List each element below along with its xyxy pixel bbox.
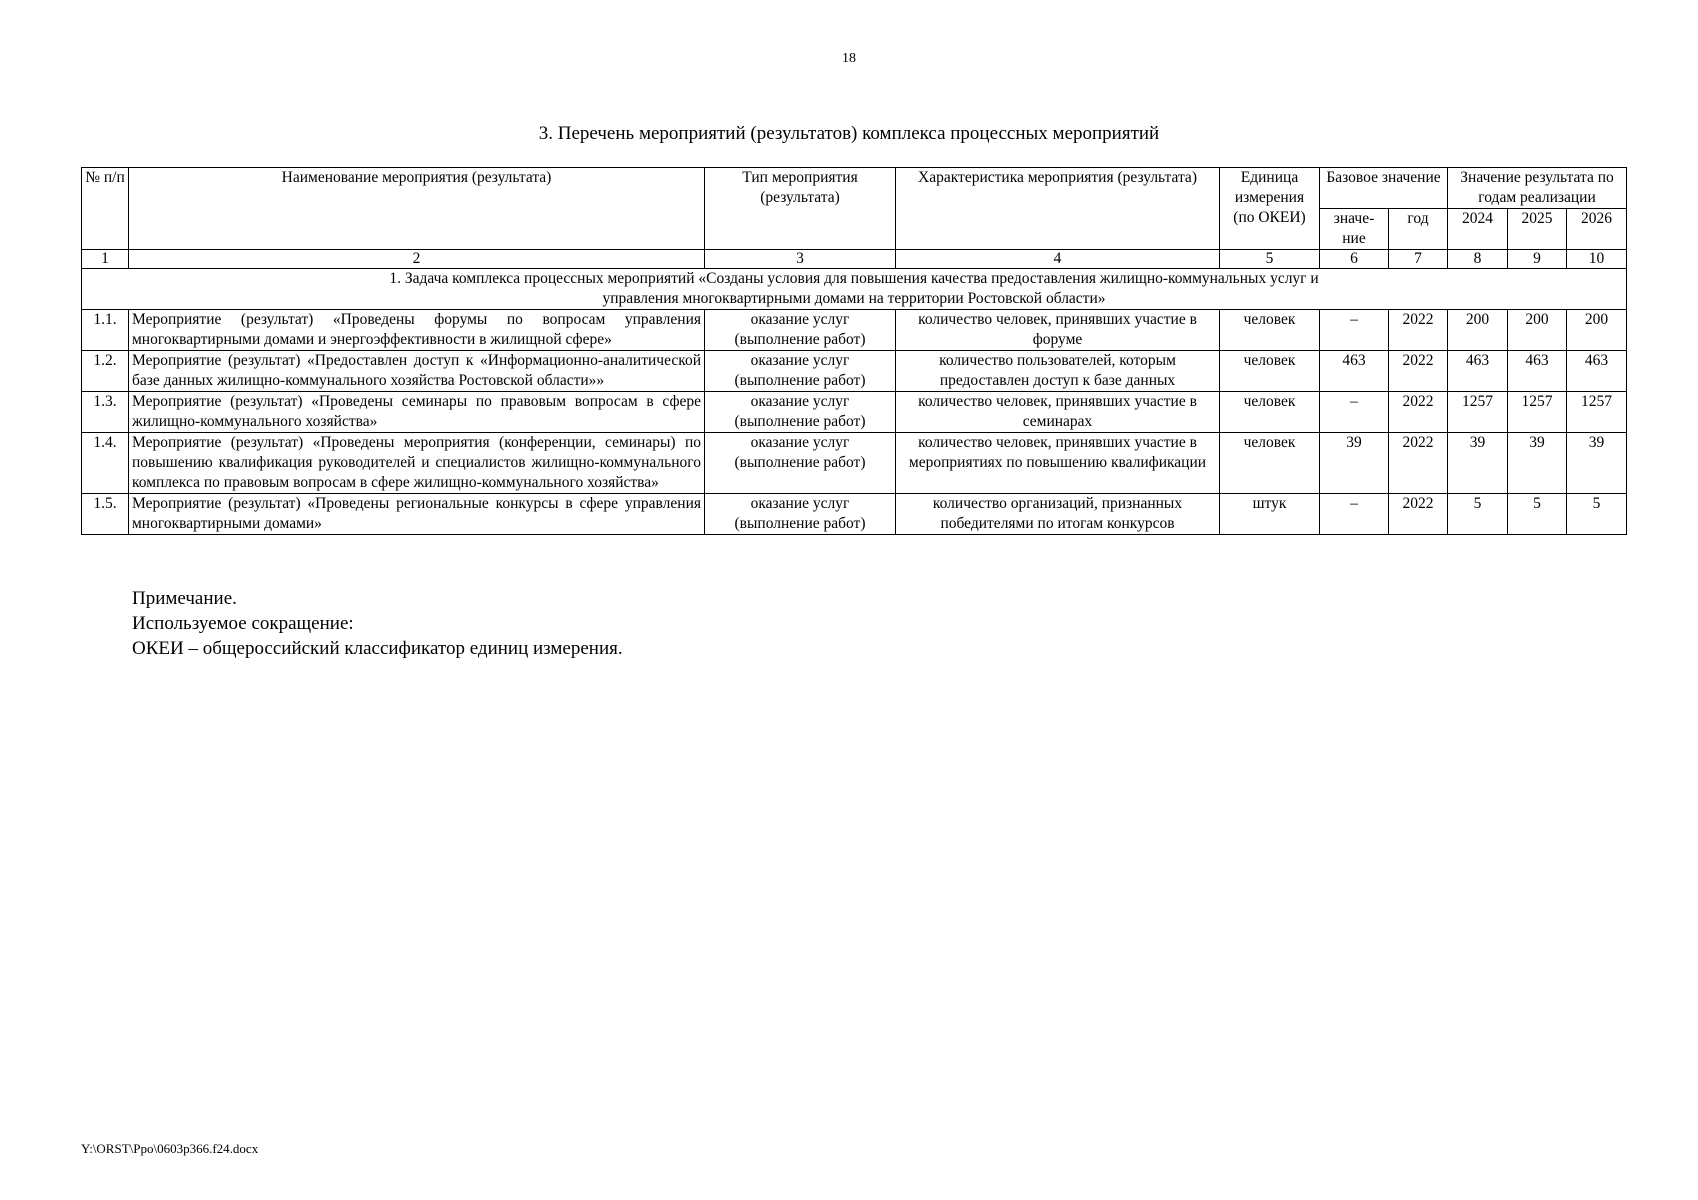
header-base-year: год [1389,209,1448,250]
row-type: оказание услуг (выполнение работ) [705,433,896,494]
row-characteristic: количество человек, принявших участие в форуме [896,310,1220,351]
row-type: оказание услуг (выполнение работ) [705,392,896,433]
header-num: № п/п [82,168,129,250]
row-value-2024: 5 [1448,494,1508,535]
row-num: 1.3. [82,392,129,433]
index-cell: 7 [1389,250,1448,269]
header-type: Тип мероприятия (результата) [705,168,896,250]
task-heading: 1. Задача комплекса процессных мероприятий «Созданы условия для повышения качества предоставления жилищно-коммунальных услуг и управления многоквартирными домами на территории Ростовской области» [82,269,1627,310]
row-base-year: 2022 [1389,310,1448,351]
row-characteristic: количество человек, принявших участие в мероприятиях по повышению квалификации [896,433,1220,494]
page-number: 18 [842,51,856,66]
index-cell: 10 [1567,250,1627,269]
header-year-2024: 2024 [1448,209,1508,250]
row-value-2025: 463 [1508,351,1567,392]
row-unit: человек [1220,310,1320,351]
row-value-2026: 200 [1567,310,1627,351]
header-result: Значение результата по годам реализации [1448,168,1627,209]
header-characteristic: Характеристика мероприятия (результата) [896,168,1220,250]
row-value-2024: 1257 [1448,392,1508,433]
row-num: 1.5. [82,494,129,535]
note-abbreviation-okei: ОКЕИ – общероссийский классификатор единиц измерения. [132,638,623,659]
row-characteristic: количество организаций, признанных победителями по итогам конкурсов [896,494,1220,535]
row-base-value: – [1320,392,1389,433]
row-value-2026: 39 [1567,433,1627,494]
row-value-2024: 39 [1448,433,1508,494]
header-unit: Единица измерения (по ОКЕИ) [1220,168,1320,250]
index-cell: 4 [896,250,1220,269]
header-base-value: значе-ние [1320,209,1389,250]
note-block [132,586,623,661]
index-cell: 1 [82,250,129,269]
index-cell: 5 [1220,250,1320,269]
table-row [82,310,1627,351]
row-value-2026: 5 [1567,494,1627,535]
row-value-2025: 39 [1508,433,1567,494]
row-value-2025: 200 [1508,310,1567,351]
row-value-2026: 463 [1567,351,1627,392]
measures-table [81,167,1627,535]
header-year-2025: 2025 [1508,209,1567,250]
row-base-value: – [1320,310,1389,351]
row-value-2024: 463 [1448,351,1508,392]
row-base-year: 2022 [1389,351,1448,392]
row-base-year: 2022 [1389,494,1448,535]
table-row [82,494,1627,535]
row-value-2026: 1257 [1567,392,1627,433]
row-num: 1.4. [82,433,129,494]
row-value-2024: 200 [1448,310,1508,351]
header-name: Наименование мероприятия (результата) [129,168,705,250]
table-row [82,392,1627,433]
row-value-2025: 1257 [1508,392,1567,433]
row-value-2025: 5 [1508,494,1567,535]
row-unit: штук [1220,494,1320,535]
header-base: Базовое значение [1320,168,1448,209]
row-characteristic: количество пользователей, которым предоставлен доступ к базе данных [896,351,1220,392]
row-type: оказание услуг (выполнение работ) [705,310,896,351]
row-unit: человек [1220,392,1320,433]
index-cell: 3 [705,250,896,269]
index-cell: 9 [1508,250,1567,269]
row-characteristic: количество человек, принявших участие в семинарах [896,392,1220,433]
note-abbreviation-heading: Используемое сокращение: [132,613,354,634]
row-base-value: 39 [1320,433,1389,494]
row-name: Мероприятие (результат) «Проведены региональные конкурсы в сфере управления многоквартирными домами» [129,494,705,535]
row-type: оказание услуг (выполнение работ) [705,494,896,535]
file-path: Y:\ORST\Ppo\0603p366.f24.docx [81,1141,259,1156]
row-num: 1.2. [82,351,129,392]
task-row [82,269,1627,310]
row-base-year: 2022 [1389,433,1448,494]
row-name: Мероприятие (результат) «Проведены семинары по правовым вопросам в сфере жилищно-коммунального хозяйства» [129,392,705,433]
row-base-value: – [1320,494,1389,535]
section-title: 3. Перечень мероприятий (результатов) комплекса процессных мероприятий [538,123,1160,144]
header-year-2026: 2026 [1567,209,1627,250]
row-name: Мероприятие (результат) «Предоставлен доступ к «Информационно-аналитической базе данных жилищно-коммунального хозяйства Ростовской области»» [129,351,705,392]
row-base-year: 2022 [1389,392,1448,433]
row-num: 1.1. [82,310,129,351]
row-unit: человек [1220,351,1320,392]
row-type: оказание услуг (выполнение работ) [705,351,896,392]
index-cell: 2 [129,250,705,269]
row-name: Мероприятие (результат) «Проведены мероприятия (конференции, семинары) по повышению квалификация руководителей и специалистов жилищно-коммунального комплекса по правовым вопросам в сфере жилищно-коммунального хозяйства» [129,433,705,494]
column-index-row [82,250,1627,269]
note-title: Примечание. [132,588,237,609]
row-name: Мероприятие (результат) «Проведены форумы по вопросам управления многоквартирными домами и энергоэффективности в жилищной сфере» [129,310,705,351]
row-base-value: 463 [1320,351,1389,392]
row-unit: человек [1220,433,1320,494]
index-cell: 8 [1448,250,1508,269]
index-cell: 6 [1320,250,1389,269]
table-row [82,433,1627,494]
table-row [82,351,1627,392]
